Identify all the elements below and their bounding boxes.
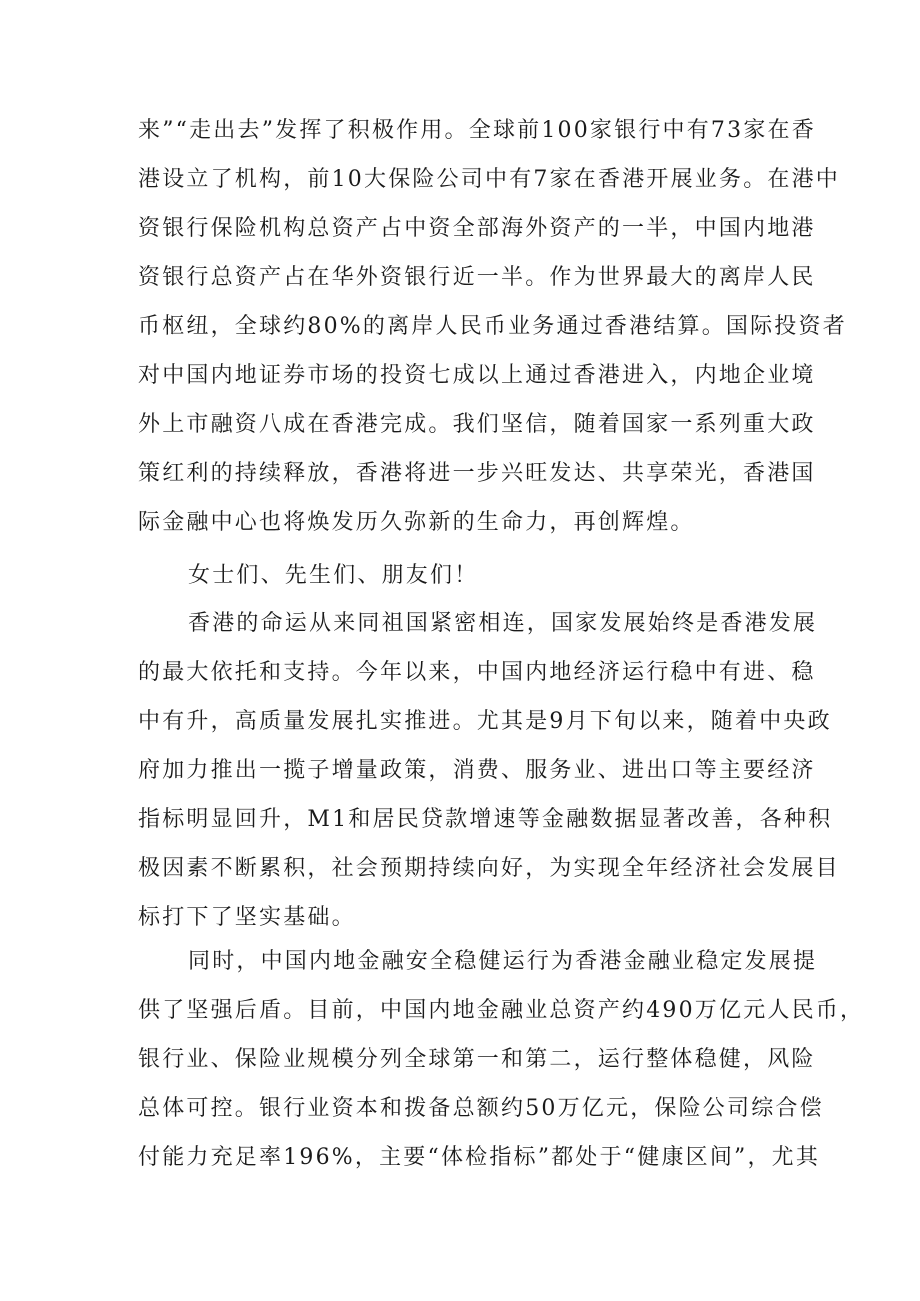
paragraph-first-line: 香港的命运从来同祖国紧密相连，国家发展始终是香港发展 [188,611,818,636]
text-line: 的最大依托和支持。今年以来，中国内地经济运行稳中有进、稳 [138,660,816,685]
text-line: 际金融中心也将焕发历久弥新的生命力，再创辉煌。 [138,510,695,535]
text-line: 中有升，高质量发展扎实推进。尤其是9月下旬以来，随着中央政 [138,709,832,734]
text-line: 指标明显回升，M1和居民贷款增速等金融数据显著改善，各种积 [138,807,833,832]
text-line: 标打下了坚实基础。 [138,905,356,930]
text-line: 资银行保险机构总资产占中资全部海外资产的一半，中国内地港 [138,216,816,241]
paragraph-first-line: 同时，中国内地金融安全稳健运行为香港金融业稳定发展提 [188,949,818,974]
text-line: 来”“走出去”发挥了积极作用。全球前100家银行中有73家在香 [138,118,816,143]
text-line: 付能力充足率196%，主要“体检指标”都处于“健康区间”，尤其 [138,1145,821,1170]
text-line: 对中国内地证券市场的投资七成以上通过香港进入，内地企业境 [138,363,816,388]
text-line: 极因素不断累积，社会预期持续向好，为实现全年经济社会发展目 [138,856,840,881]
salutation: 女士们、先生们、朋友们！ [188,563,479,588]
text-line: 策红利的持续释放，香港将进一步兴旺发达、共享荣光，香港国 [138,461,816,486]
text-line: 币枢纽，全球约80%的离岸人民币业务通过香港结算。国际投资者 [138,314,847,339]
text-line: 资银行总资产占在华外资银行近一半。作为世界最大的离岸人民 [138,265,816,290]
text-line: 总体可控。银行业资本和拨备总额约50万亿元，保险公司综合偿 [138,1096,824,1121]
text-line: 府加力推出一揽子增量政策，消费、服务业、进出口等主要经济 [138,758,816,783]
text-line: 港设立了机构，前10大保险公司中有7家在香港开展业务。在港中 [138,167,840,192]
text-line: 外上市融资八成在香港完成。我们坚信，随着国家一系列重大政 [138,412,816,437]
text-line: 供了坚强后盾。目前，中国内地金融业总资产约490万亿元人民币， [138,998,865,1023]
text-line: 银行业、保险业规模分列全球第一和第二，运行整体稳健，风险 [138,1047,816,1072]
